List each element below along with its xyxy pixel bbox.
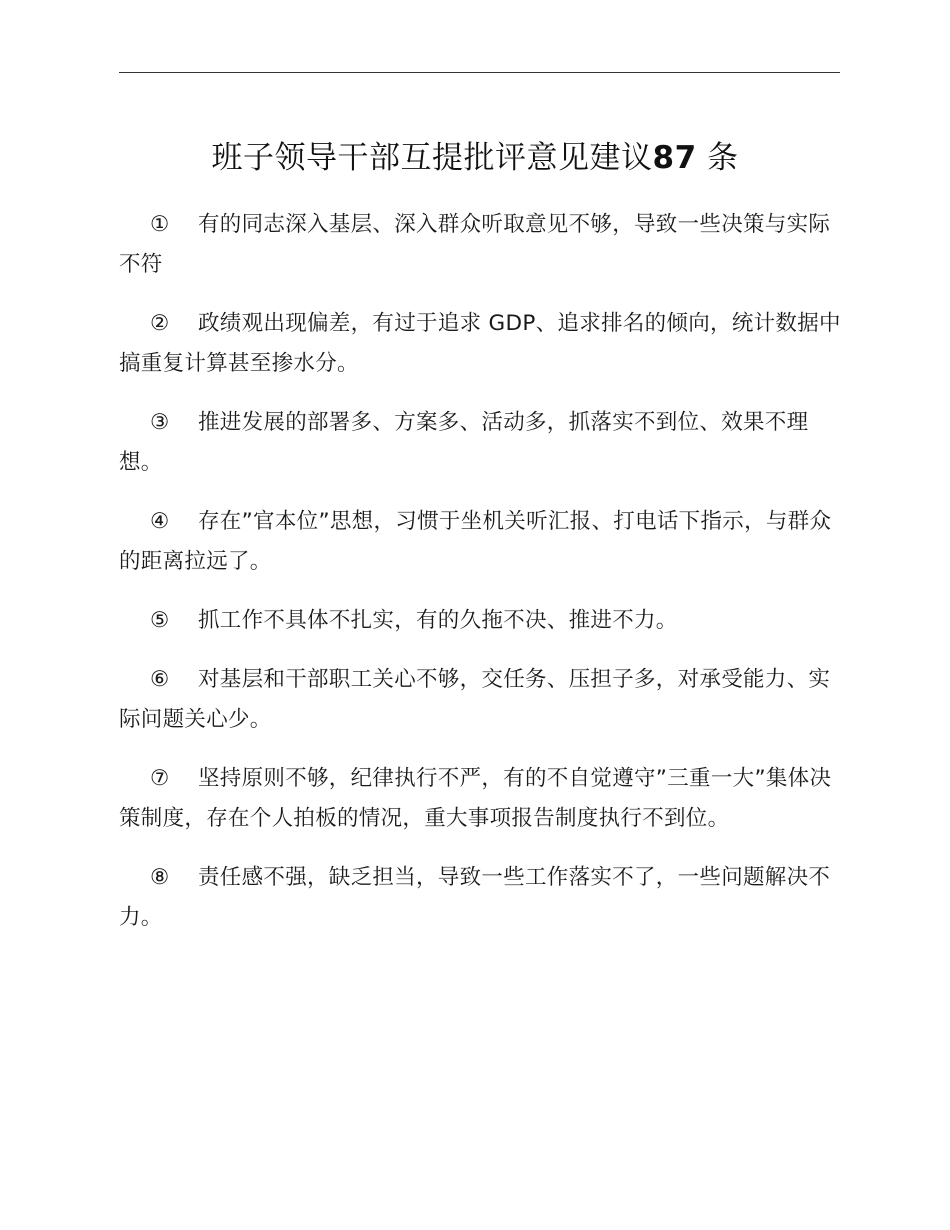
item-text: 责任感不强，缺乏担当，导致一些工作落实不了，一些问题解决不力。 xyxy=(119,865,831,930)
list-item xyxy=(119,205,849,285)
list-item xyxy=(119,660,849,740)
page-title xyxy=(0,136,950,180)
item-text: 存在”官本位”思想，习惯于坐机关听汇报、打电话下指示，与群众的距离拉远了。 xyxy=(119,509,832,574)
item-marker: ③ xyxy=(150,410,170,435)
item-marker: ⑥ xyxy=(150,667,170,692)
item-text: 政绩观出现偏差，有过于追求 GDP、追求排名的倾向，统计数据中搞重复计算甚至掺水分。 xyxy=(119,311,841,376)
list-item xyxy=(119,502,849,582)
title-text: 班子领导干部互提批评意见建议 xyxy=(211,140,653,176)
suggestion-list xyxy=(119,205,849,957)
item-marker: ② xyxy=(150,311,170,336)
list-item xyxy=(119,601,849,641)
item-text: 坚持原则不够，纪律执行不严，有的不自觉遵守”三重一大”集体决策制度，存在个人拍板的情况，重大事项报告制度执行不到位。 xyxy=(119,766,832,831)
item-marker: ① xyxy=(150,212,170,237)
item-text: 抓工作不具体不扎实，有的久拖不决、推进不力。 xyxy=(198,608,678,633)
item-text: 对基层和干部职工关心不够，交任务、压担子多，对承受能力、实际问题关心少。 xyxy=(119,667,831,732)
item-marker: ⑦ xyxy=(150,766,170,791)
list-item xyxy=(119,403,849,483)
item-marker: ⑧ xyxy=(150,865,170,890)
list-item xyxy=(119,858,849,938)
header-rule xyxy=(119,72,840,73)
list-item xyxy=(119,759,849,839)
title-number: 87 xyxy=(652,140,697,176)
item-marker: ④ xyxy=(150,509,170,534)
title-suffix: 条 xyxy=(707,140,739,176)
item-text: 推进发展的部署多、方案多、活动多，抓落实不到位、效果不理想。 xyxy=(119,410,809,475)
item-marker: ⑤ xyxy=(150,608,170,633)
list-item xyxy=(119,304,849,384)
item-text: 有的同志深入基层、深入群众听取意见不够，导致一些决策与实际不符 xyxy=(119,212,831,277)
